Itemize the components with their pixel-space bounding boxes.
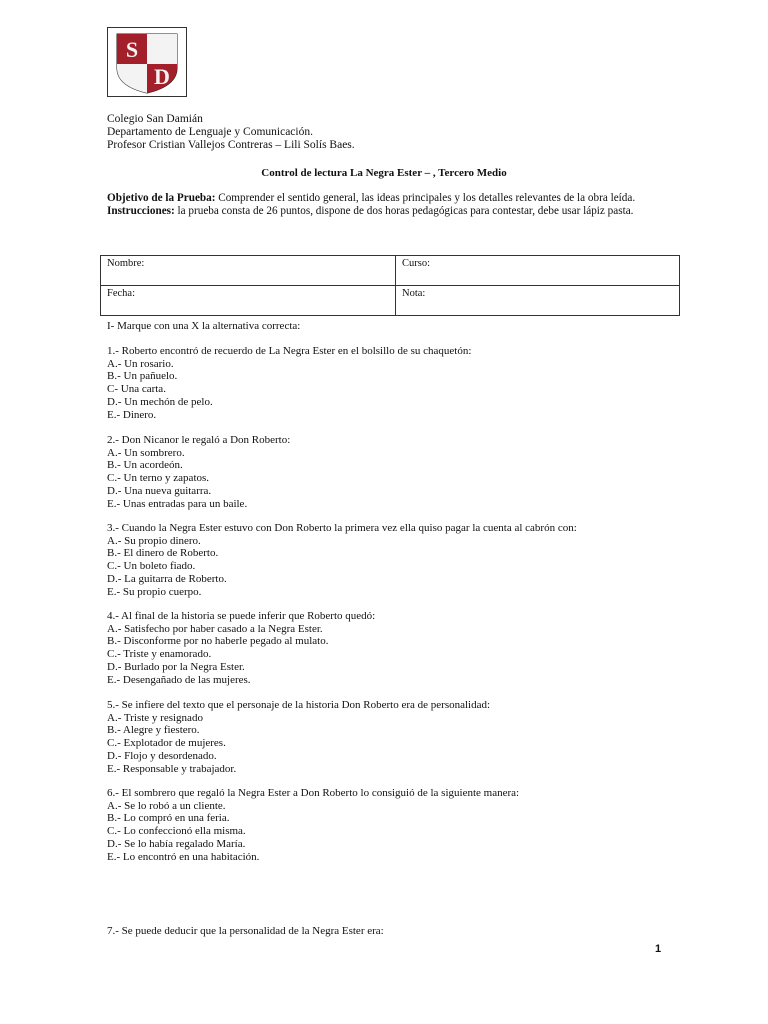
question-1 <box>107 345 471 421</box>
logo-letter-d: D <box>154 64 170 89</box>
option-d[interactable]: D.- Se lo había regalado María. <box>107 837 246 850</box>
option-c[interactable]: C- Una carta. <box>107 383 166 396</box>
option-e[interactable]: E.- Responsable y trabajador. <box>107 762 237 775</box>
option-e[interactable]: E.- Unas entradas para un baile. <box>107 497 248 510</box>
course-field[interactable]: Curso: <box>396 256 680 286</box>
objective-paragraph <box>107 192 661 205</box>
option-a[interactable]: A.- Un rosario. <box>107 357 174 370</box>
option-e[interactable]: E.- Lo encontró en una habitación. <box>107 850 260 863</box>
option-c[interactable]: C.- Explotador de mujeres. <box>107 737 226 750</box>
question-7: 7.- Se puede deducir que la personalidad de la Negra Ester era: <box>107 925 384 937</box>
option-b[interactable]: B.- Alegre y fiestero. <box>107 724 200 737</box>
option-e[interactable]: E.- Su propio cuerpo. <box>107 585 202 598</box>
option-c[interactable]: C.- Un boleto fiado. <box>107 560 196 573</box>
option-d[interactable]: D.- La guitarra de Roberto. <box>107 572 227 585</box>
option-c[interactable]: C.- Lo confeccionó ella misma. <box>107 825 246 838</box>
objective-text: Comprender el sentido general, las ideas principales y los detalles relevantes de la obra leída. <box>215 192 636 204</box>
section-title: I- Marque con una X la alternativa correcta: <box>107 320 301 332</box>
option-a[interactable]: A.- Se lo robó a un cliente. <box>107 799 226 812</box>
option-c[interactable]: C.- Un terno y zapatos. <box>107 472 210 485</box>
question-text: 5.- Se infiere del texto que el personaje de la historia Don Roberto era de personalidad: <box>107 699 491 711</box>
option-b[interactable]: B.- El dinero de Roberto. <box>107 547 219 560</box>
objective-label: Objetivo de la Prueba: <box>107 192 216 204</box>
option-b[interactable]: B.- Lo compró en una feria. <box>107 812 230 825</box>
page-title: Control de lectura La Negra Ester – , Tercero Medio <box>261 167 507 179</box>
option-a[interactable]: A.- Un sombrero. <box>107 446 185 459</box>
question-2 <box>107 434 290 510</box>
option-d[interactable]: D.- Un mechón de pelo. <box>107 395 213 408</box>
instructions-text: la prueba consta de 26 puntos, dispone de dos horas pedagógicas para contestar, debe usar lápiz pasta. <box>174 205 634 217</box>
question-text: 3.- Cuando la Negra Ester estuvo con Don Roberto la primera vez ella quiso pagar la cuenta al cabrón con: <box>107 522 577 534</box>
teachers-line: Profesor Cristian Vallejos Contreras – Lili Solís Baes. <box>107 139 355 151</box>
question-text: 6.- El sombrero que regaló la Negra Ester a Don Roberto lo consiguió de la siguiente manera: <box>107 787 520 799</box>
student-info-table <box>100 255 680 316</box>
option-b[interactable]: B.- Disconforme por no haberle pegado al mulato. <box>107 635 329 648</box>
option-d[interactable]: D.- Burlado por la Negra Ester. <box>107 660 245 673</box>
school-name: Colegio San Damián <box>107 113 203 125</box>
option-e[interactable]: E.- Desengañado de las mujeres. <box>107 673 251 686</box>
option-b[interactable]: B.- Un acordeón. <box>107 459 183 472</box>
department-name: Departamento de Lenguaje y Comunicación. <box>107 126 313 138</box>
school-header <box>107 113 355 152</box>
page-number: 1 <box>655 943 662 955</box>
option-b[interactable]: B.- Un pañuelo. <box>107 370 178 383</box>
instructions-label: Instrucciones: <box>107 205 175 217</box>
option-e[interactable]: E.- Dinero. <box>107 408 157 421</box>
question-4 <box>107 610 375 686</box>
option-d[interactable]: D.- Una nueva guitarra. <box>107 484 212 497</box>
school-crest-icon <box>108 28 186 96</box>
option-c[interactable]: C.- Triste y enamorado. <box>107 648 212 661</box>
option-a[interactable]: A.- Satisfecho por haber casado a la Negra Ester. <box>107 622 323 635</box>
question-5 <box>107 699 490 775</box>
question-text: 4.- Al final de la historia se puede inferir que Roberto quedó: <box>107 610 376 622</box>
question-6 <box>107 787 519 863</box>
option-a[interactable]: A.- Su propio dinero. <box>107 534 201 547</box>
test-instructions <box>107 192 661 218</box>
instructions-paragraph <box>107 205 661 218</box>
option-d[interactable]: D.- Flojo y desordenado. <box>107 749 217 762</box>
date-field[interactable]: Fecha: <box>101 286 396 316</box>
school-logo <box>107 27 187 97</box>
question-text: 2.- Don Nicanor le regaló a Don Roberto: <box>107 434 291 446</box>
option-a[interactable]: A.- Triste y resignado <box>107 711 203 724</box>
question-text: 1.- Roberto encontró de recuerdo de La Negra Ester en el bolsillo de su chaquetón: <box>107 345 472 357</box>
logo-letter-s: S <box>125 37 139 62</box>
question-3 <box>107 522 577 598</box>
grade-field[interactable]: Nota: <box>396 286 680 316</box>
name-field[interactable]: Nombre: <box>101 256 396 286</box>
